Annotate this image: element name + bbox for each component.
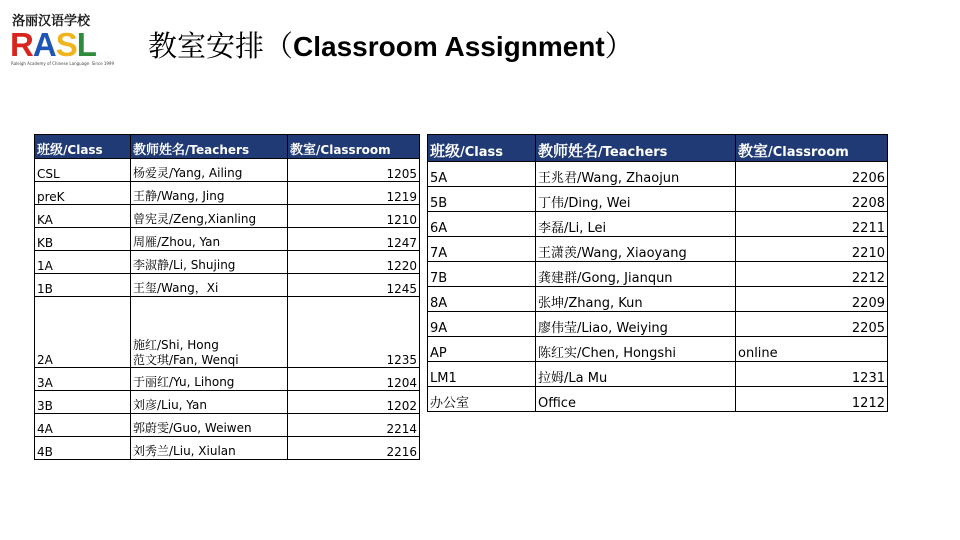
room-cell: 2212 (736, 262, 888, 287)
teacher-cell: 拉姆/La Mu (536, 362, 736, 387)
table-row (35, 368, 420, 391)
logo-letter-l: L (76, 26, 96, 63)
class-cell: 1A (35, 251, 131, 274)
class-cell: KA (35, 205, 131, 228)
teacher-cell: 王玺/Wang，Xi (131, 274, 288, 297)
teacher-cell: 陈红实/Chen, Hongshi (536, 337, 736, 362)
table-row (35, 297, 420, 368)
table-row (428, 337, 888, 362)
header-room: 教室/Classroom (288, 135, 420, 159)
teacher-cell: 廖伟莹/Liao, Weiying (536, 312, 736, 337)
class-cell: KB (35, 228, 131, 251)
room-cell: 2209 (736, 287, 888, 312)
class-cell: 2A (35, 297, 131, 368)
teacher-cell (131, 297, 288, 368)
table-row (428, 187, 888, 212)
teacher-cell: 周雁/Zhou, Yan (131, 228, 288, 251)
teacher-cell: 于丽红/Yu, Lihong (131, 368, 288, 391)
table-row (35, 182, 420, 205)
class-cell: 6A (428, 212, 536, 237)
header-teacher: 教师姓名/Teachers (536, 135, 736, 162)
table-row (35, 414, 420, 437)
room-cell: 1210 (288, 205, 420, 228)
class-cell: 4B (35, 437, 131, 460)
teacher-name: 施红/Shi, Hong (133, 338, 219, 353)
room-cell: 2210 (736, 237, 888, 262)
school-logo (8, 10, 114, 70)
table-row (428, 237, 888, 262)
class-cell: 办公室 (428, 387, 536, 412)
teacher-cell: 杨爱灵/Yang, Ailing (131, 159, 288, 182)
table-row (428, 212, 888, 237)
room-cell: 1205 (288, 159, 420, 182)
room-cell: 1247 (288, 228, 420, 251)
room-cell: 1245 (288, 274, 420, 297)
logo-tagline: Raleigh Academy of Chinese Language Since 1999 (11, 61, 114, 66)
class-cell: 7B (428, 262, 536, 287)
teacher-cell: 郭蔚雯/Guo, Weiwen (131, 414, 288, 437)
table-row (428, 387, 888, 412)
teacher-cell: 王潇羡/Wang, Xiaoyang (536, 237, 736, 262)
room-cell: 2208 (736, 187, 888, 212)
table-row (35, 274, 420, 297)
class-cell: 3B (35, 391, 131, 414)
room-cell: 1220 (288, 251, 420, 274)
room-cell: 1231 (736, 362, 888, 387)
class-cell: 5B (428, 187, 536, 212)
header-class: 班级/Class (428, 135, 536, 162)
room-cell: 1235 (288, 297, 420, 368)
header-class: 班级/Class (35, 135, 131, 159)
class-cell: 9A (428, 312, 536, 337)
room-cell: 1204 (288, 368, 420, 391)
room-cell: 2206 (736, 162, 888, 187)
logo-letter-s: S (55, 26, 77, 63)
classroom-table-left (34, 134, 420, 460)
room-cell: online (736, 337, 888, 362)
teacher-cell: 龚建群/Gong, Jianqun (536, 262, 736, 287)
room-cell: 2216 (288, 437, 420, 460)
teacher-cell: 王兆君/Wang, Zhaojun (536, 162, 736, 187)
room-cell: 2205 (736, 312, 888, 337)
header-teacher: 教师姓名/Teachers (131, 135, 288, 159)
class-cell: 7A (428, 237, 536, 262)
room-cell: 2214 (288, 414, 420, 437)
header-room: 教室/Classroom (736, 135, 888, 162)
teacher-cell: 刘彦/Liu, Yan (131, 391, 288, 414)
table-header-row (35, 135, 420, 159)
table-row (35, 205, 420, 228)
table-row (428, 162, 888, 187)
table-row (428, 362, 888, 387)
table-row (35, 228, 420, 251)
teacher-cell: 李淑静/Li, Shujing (131, 251, 288, 274)
table-row (428, 312, 888, 337)
class-cell: 3A (35, 368, 131, 391)
logo-chinese-name: 洛丽汉语学校 (12, 14, 91, 29)
table-header-row (428, 135, 888, 162)
room-cell: 2211 (736, 212, 888, 237)
classroom-table-right (427, 134, 888, 412)
class-cell: preK (35, 182, 131, 205)
room-cell: 1212 (736, 387, 888, 412)
table-row (428, 287, 888, 312)
teacher-cell: 丁伟/Ding, Wei (536, 187, 736, 212)
logo-letter-r: R (10, 26, 33, 63)
teacher-cell: 王静/Wang, Jing (131, 182, 288, 205)
page-title: 教室安排（Classroom Assignment） (148, 29, 634, 63)
logo-letter-a: A (32, 26, 56, 63)
room-cell: 1219 (288, 182, 420, 205)
class-cell: 8A (428, 287, 536, 312)
class-cell: 4A (35, 414, 131, 437)
table-row (428, 262, 888, 287)
logo-letters (10, 28, 96, 61)
teacher-cell: 李磊/Li, Lei (536, 212, 736, 237)
class-cell: 1B (35, 274, 131, 297)
table-row (35, 391, 420, 414)
teacher-name: 范文琪/Fan, Wenqi (133, 352, 239, 367)
class-cell: LM1 (428, 362, 536, 387)
room-cell: 1202 (288, 391, 420, 414)
class-cell: CSL (35, 159, 131, 182)
teacher-cell: 张坤/Zhang, Kun (536, 287, 736, 312)
class-cell: AP (428, 337, 536, 362)
table-row (35, 437, 420, 460)
table-row (35, 251, 420, 274)
table-row (35, 159, 420, 182)
class-cell: 5A (428, 162, 536, 187)
teacher-cell: Office (536, 387, 736, 412)
teacher-cell: 刘秀兰/Liu, Xiulan (131, 437, 288, 460)
teacher-cell: 曾宪灵/Zeng,Xianling (131, 205, 288, 228)
